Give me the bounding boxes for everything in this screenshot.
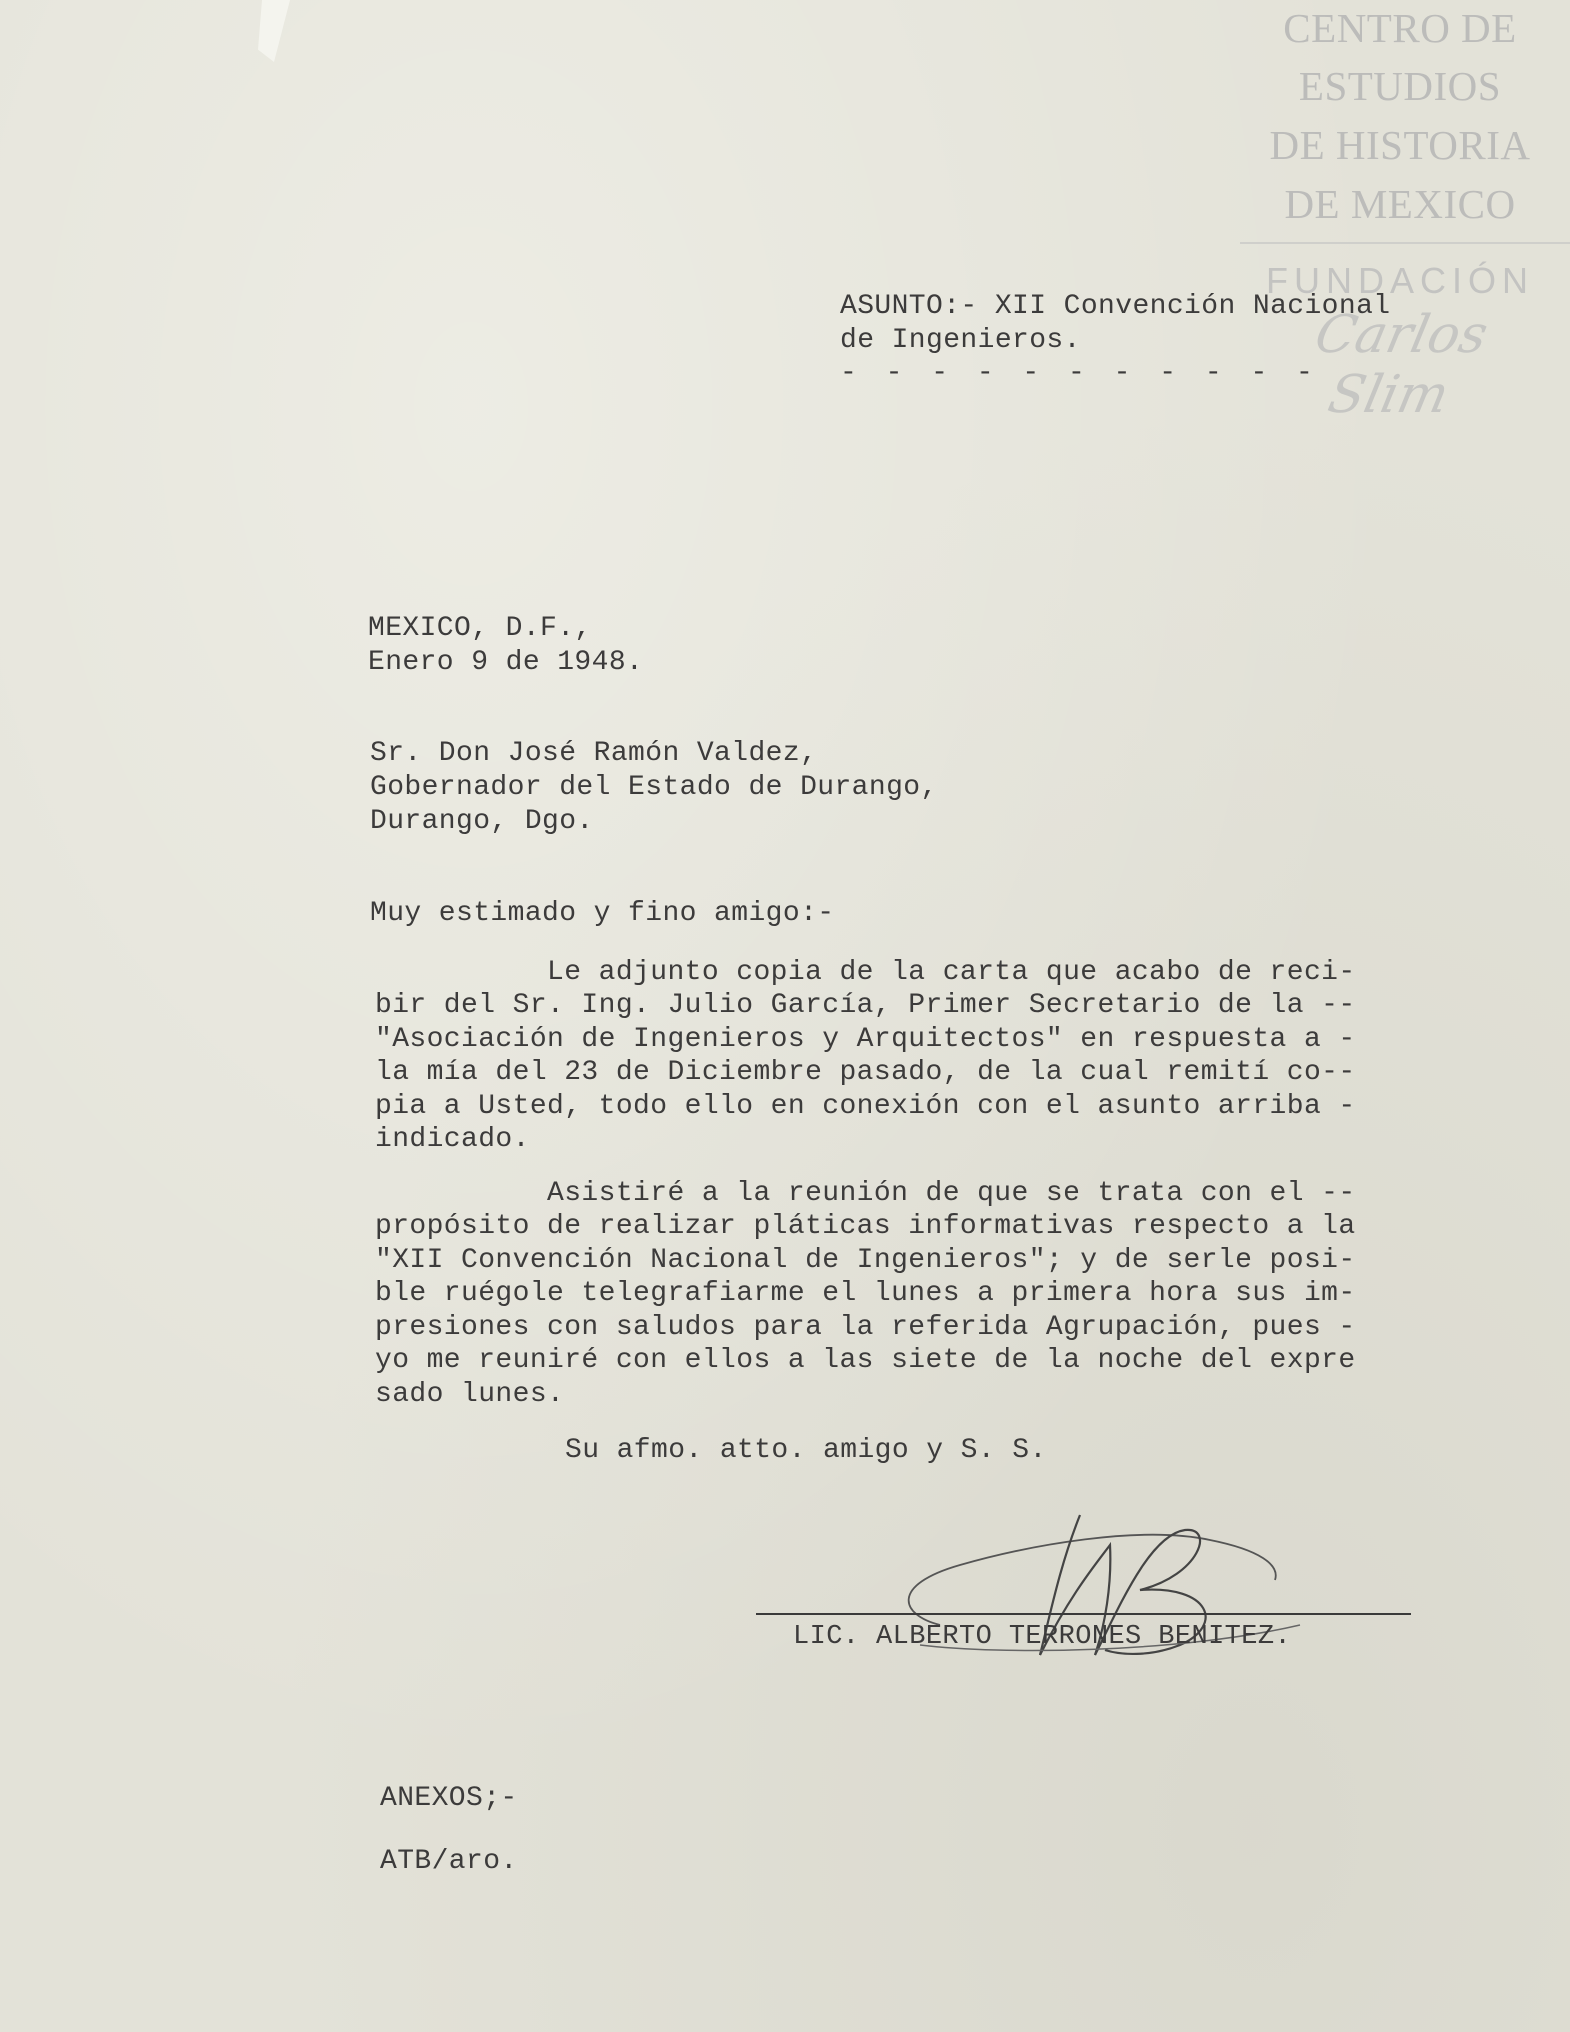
date-line: Enero 9 de 1948. [368,647,644,678]
body-line: bir del Sr. Ing. Julio García, Primer Secretario de la -- [375,990,1356,1021]
body-line: indicado. [375,1124,530,1155]
body-line: sado lunes. [375,1379,565,1410]
watermark-divider [1240,242,1570,244]
watermark-line: DE MEXICO [1284,181,1516,227]
watermark-line: DE HISTORIA [1269,122,1531,168]
anexos: ANEXOS;- [380,1783,518,1814]
watermark-line: ESTUDIOS [1298,63,1502,109]
body-line: "XII Convención Nacional de Ingenieros"; y de serle posi- [375,1245,1356,1276]
watermark-signature: Carlos Slim [1309,305,1493,425]
archive-watermark-stamp [1240,0,1570,425]
body-line: pia a Usted, todo ello en conexión con el asunto arriba - [375,1091,1356,1122]
body-line: Asistiré a la reunión de que se trata con el -- [375,1178,1356,1209]
salutation: Muy estimado y fino amigo:- [370,898,835,929]
body-line: propósito de realizar pláticas informativas respecto a la [375,1211,1356,1242]
signer-name: LIC. ALBERTO TERRONES BENITEZ. [793,1622,1292,1652]
subject-line-1: ASUNTO:- XII Convención Nacional [840,291,1391,322]
recipient-title: Gobernador del Estado de Durango, [370,772,938,803]
subject-line-2: de Ingenieros. [840,325,1081,356]
body-line: Le adjunto copia de la carta que acabo de reci- [375,957,1356,988]
place-line: MEXICO, D.F., [368,613,592,644]
subject-dashes: - - - - - - - - - - - [840,358,1319,389]
recipient-city: Durango, Dgo. [370,806,594,837]
body-line: ble ruégole telegrafiarme el lunes a primera hora sus im- [375,1278,1356,1309]
body-line: la mía del 23 de Diciembre pasado, de la cual remití co-- [375,1057,1356,1088]
recipient-name: Sr. Don José Ramón Valdez, [370,738,818,769]
watermark-line: CENTRO DE [1283,5,1517,51]
closing: Su afmo. atto. amigo y S. S. [565,1435,1047,1466]
body-line: yo me reuniré con ellos a las siete de la noche del expre [375,1345,1356,1376]
typist-initials: ATB/aro. [380,1846,518,1877]
body-line: presiones con saludos para la referida Agrupación, pues - [375,1312,1356,1343]
signature-rule [756,1613,1411,1615]
body-line: "Asociación de Ingenieros y Arquitectos" en respuesta a - [375,1024,1356,1055]
watermark-foundation: FUNDACIÓN [1266,260,1534,301]
